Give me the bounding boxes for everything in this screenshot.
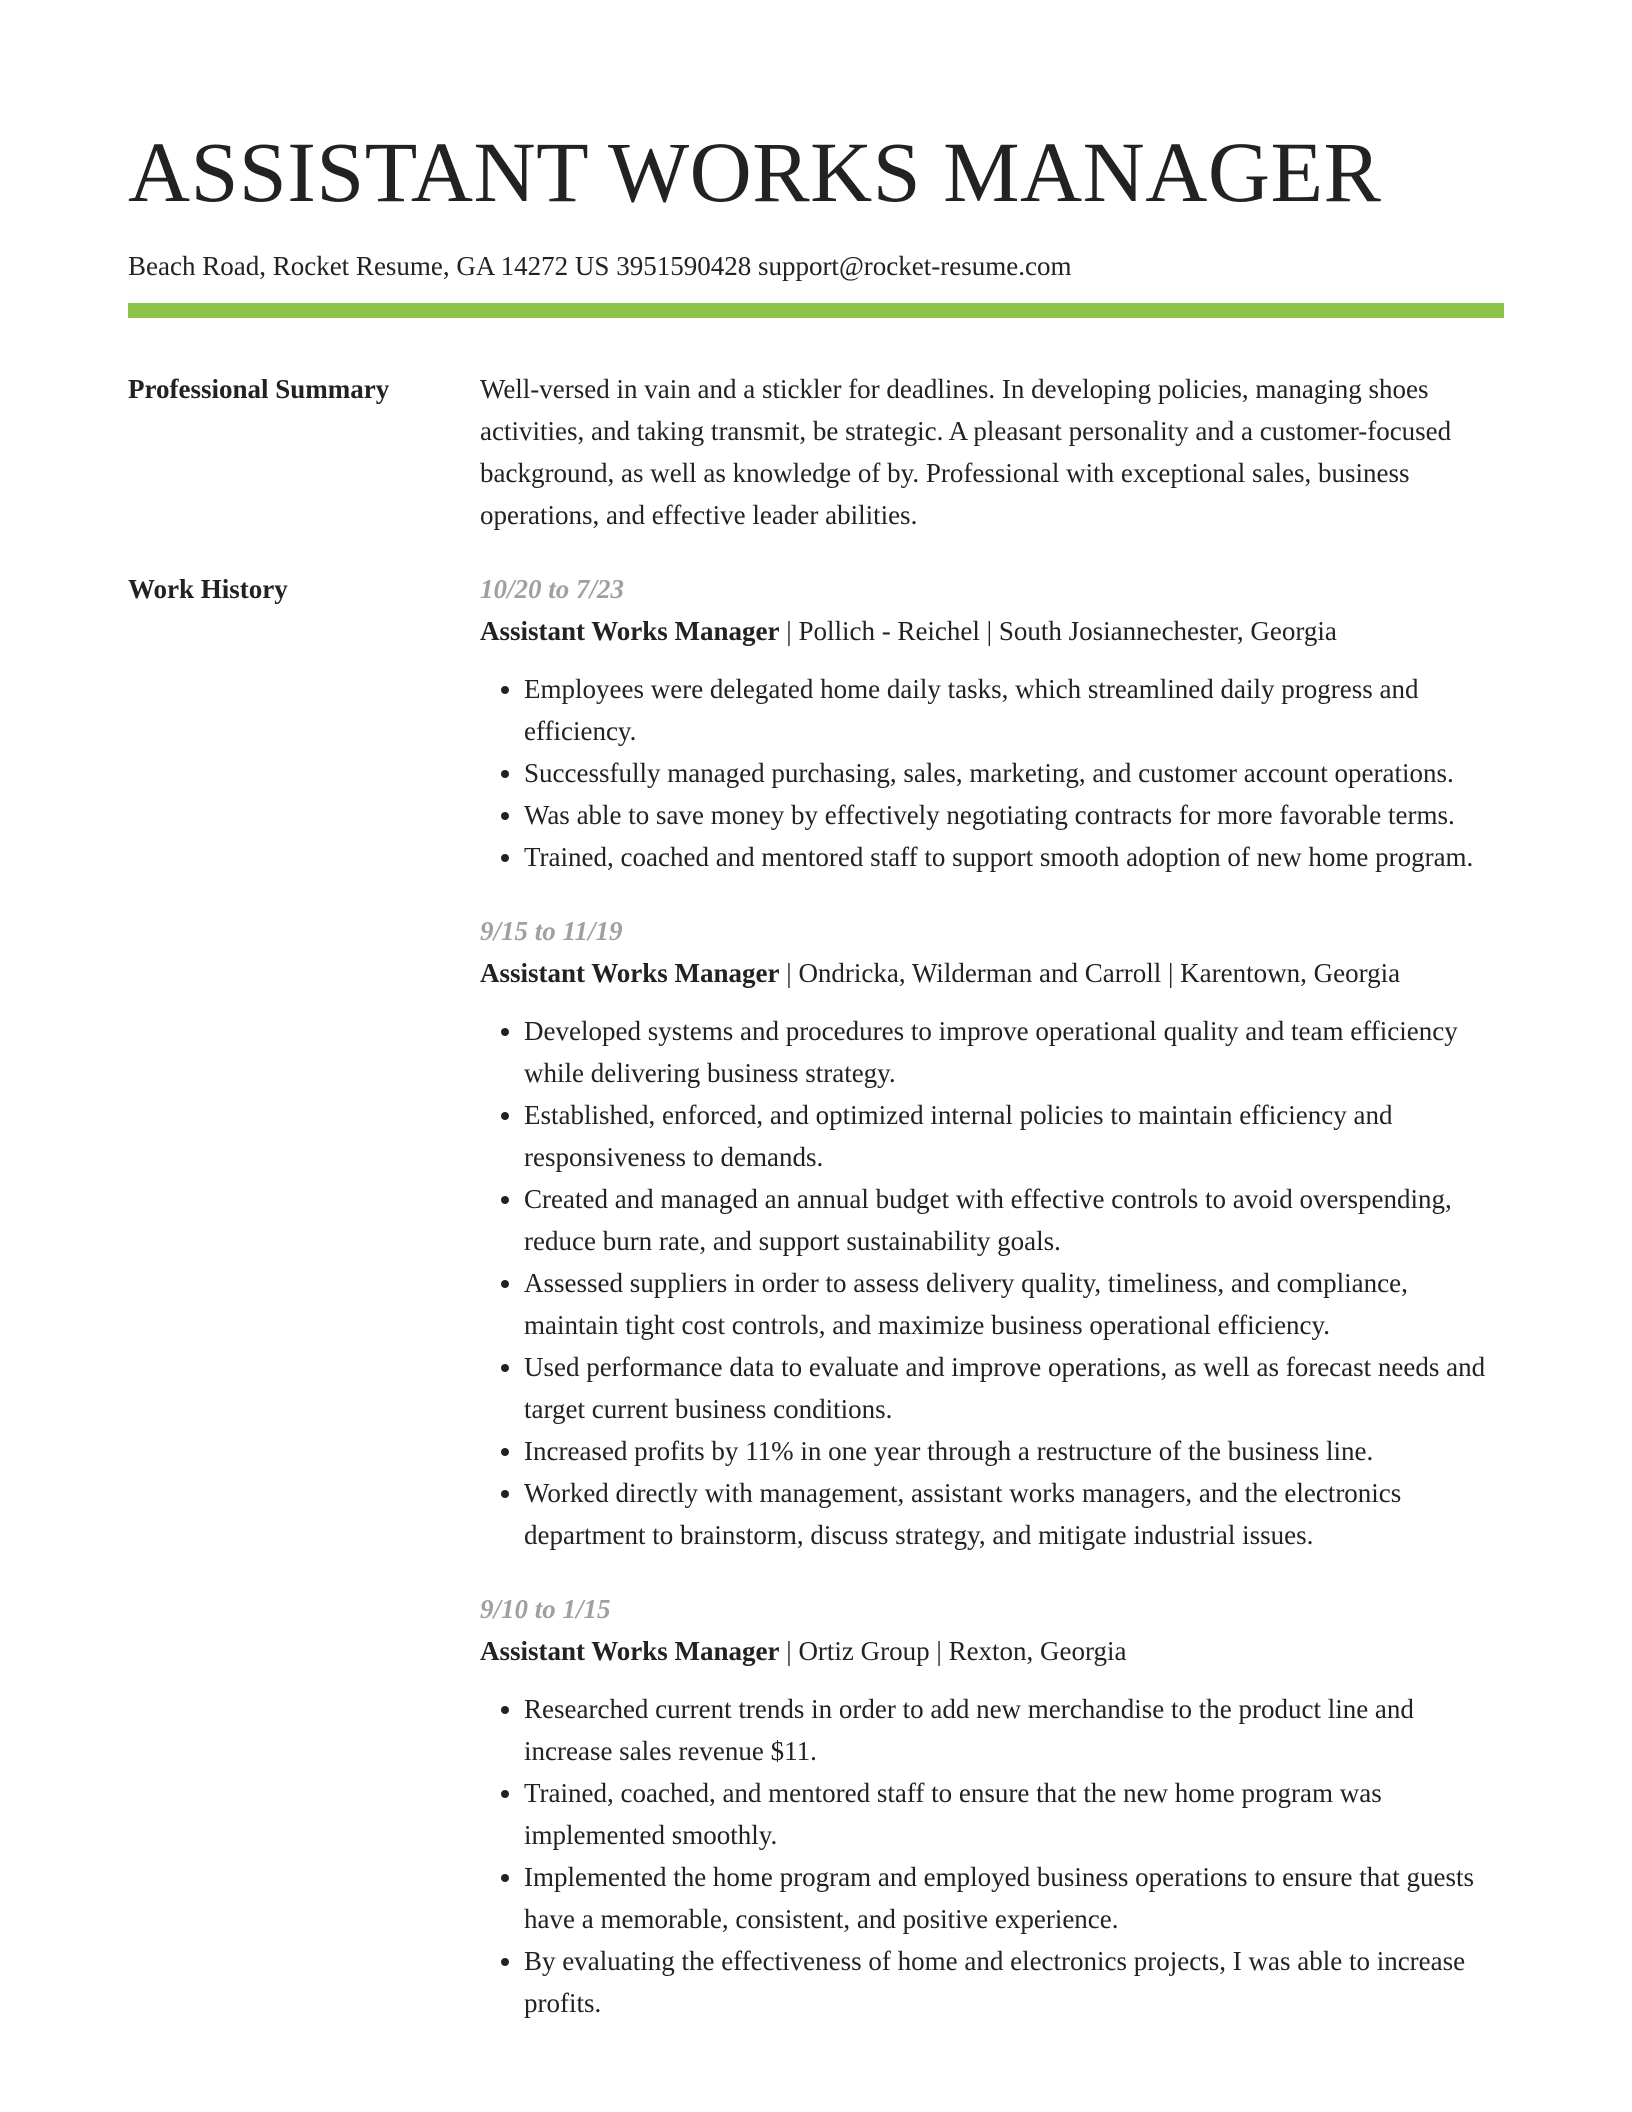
job-company: Ortiz Group [798, 1636, 930, 1666]
job-bullet: • Developed systems and procedures to improve operational quality and team efficiency while delivering business strategy. [524, 1010, 1504, 1094]
job-bullet: • Was able to save money by effectively negotiating contracts for more favorable terms. [524, 794, 1504, 836]
job-heading [480, 610, 1504, 652]
summary-text: Well-versed in vain and a stickler for deadlines. In developing policies, managing shoes activities, and taking transmit, be strategic. A pleasant personality and a customer-focused background, as well as knowledge of by. Professional with exceptional sales, business operations, and effective leader abilities. [480, 374, 1452, 530]
job-title: Assistant Works Manager [480, 958, 780, 988]
job-bullet: • Successfully managed purchasing, sales, marketing, and customer account operations. [524, 752, 1504, 794]
job-title: Assistant Works Manager [480, 616, 780, 646]
job-separator: | [779, 1636, 799, 1666]
job-bullet: • Trained, coached, and mentored staff to ensure that the new home program was implemented smoothly. [524, 1772, 1504, 1856]
job-bullet: • By evaluating the effectiveness of home and electronics projects, I was able to increase profits. [524, 1940, 1504, 2024]
job-separator: | [779, 616, 799, 646]
job-title: Assistant Works Manager [480, 1636, 780, 1666]
job-dates: 9/15 to 11/19 [480, 916, 623, 946]
job-bullet: • Implemented the home program and employed business operations to ensure that guests have a memorable, consistent, and positive experience. [524, 1856, 1504, 1940]
resume-title: ASSISTANT WORKS MANAGER [128, 124, 1382, 220]
job-heading [480, 952, 1504, 994]
job-bullet-list [480, 1688, 1504, 2024]
professional-summary-section [128, 368, 1504, 536]
job-entry [480, 1588, 1504, 2024]
job-bullet: • Trained, coached and mentored staff to support smooth adoption of new home program. [524, 836, 1504, 878]
job-bullet-list [480, 668, 1504, 878]
job-dates: 9/10 to 1/15 [480, 1594, 611, 1624]
contact-line: Beach Road, Rocket Resume, GA 14272 US 3951590428 support@rocket-resume.com [128, 251, 1072, 281]
job-separator: | [1161, 958, 1181, 988]
job-bullet: • Researched current trends in order to add new merchandise to the product line and increase sales revenue $11. [524, 1688, 1504, 1772]
job-separator: | [929, 1636, 949, 1666]
header-divider [128, 303, 1504, 318]
job-heading [480, 1630, 1504, 1672]
job-entry [480, 568, 1504, 878]
job-dates: 10/20 to 7/23 [480, 574, 625, 604]
work-history-body [480, 568, 1504, 2056]
job-bullet: • Assessed suppliers in order to assess delivery quality, timeliness, and compliance, maintain tight cost controls, and maximize business operational efficiency. [524, 1262, 1504, 1346]
job-entry [480, 910, 1504, 1556]
resume-page [128, 0, 1504, 2056]
job-bullet: • Used performance data to evaluate and improve operations, as well as forecast needs and target current business conditions. [524, 1346, 1504, 1430]
job-bullet: • Worked directly with management, assistant works managers, and the electronics department to brainstorm, discuss strategy, and mitigate industrial issues. [524, 1472, 1504, 1556]
work-history-section [128, 568, 1504, 2056]
job-location: Rexton, Georgia [948, 1636, 1127, 1666]
job-bullet: • Created and managed an annual budget with effective controls to avoid overspending, reduce burn rate, and support sustainability goals. [524, 1178, 1504, 1262]
job-location: South Josiannechester, Georgia [998, 616, 1337, 646]
section-label-summary: Professional Summary [128, 374, 390, 404]
job-separator: | [779, 958, 799, 988]
section-label-work-history: Work History [128, 574, 288, 604]
summary-body [480, 368, 1504, 536]
job-bullet: • Employees were delegated home daily tasks, which streamlined daily progress and efficiency. [524, 668, 1504, 752]
job-separator: | [979, 616, 999, 646]
job-company: Pollich - Reichel [798, 616, 980, 646]
job-bullet: • Established, enforced, and optimized internal policies to maintain efficiency and responsiveness to demands. [524, 1094, 1504, 1178]
job-location: Karentown, Georgia [1180, 958, 1401, 988]
job-bullet-list [480, 1010, 1504, 1556]
job-bullet: • Increased profits by 11% in one year through a restructure of the business line. [524, 1430, 1504, 1472]
job-company: Ondricka, Wilderman and Carroll [798, 958, 1162, 988]
